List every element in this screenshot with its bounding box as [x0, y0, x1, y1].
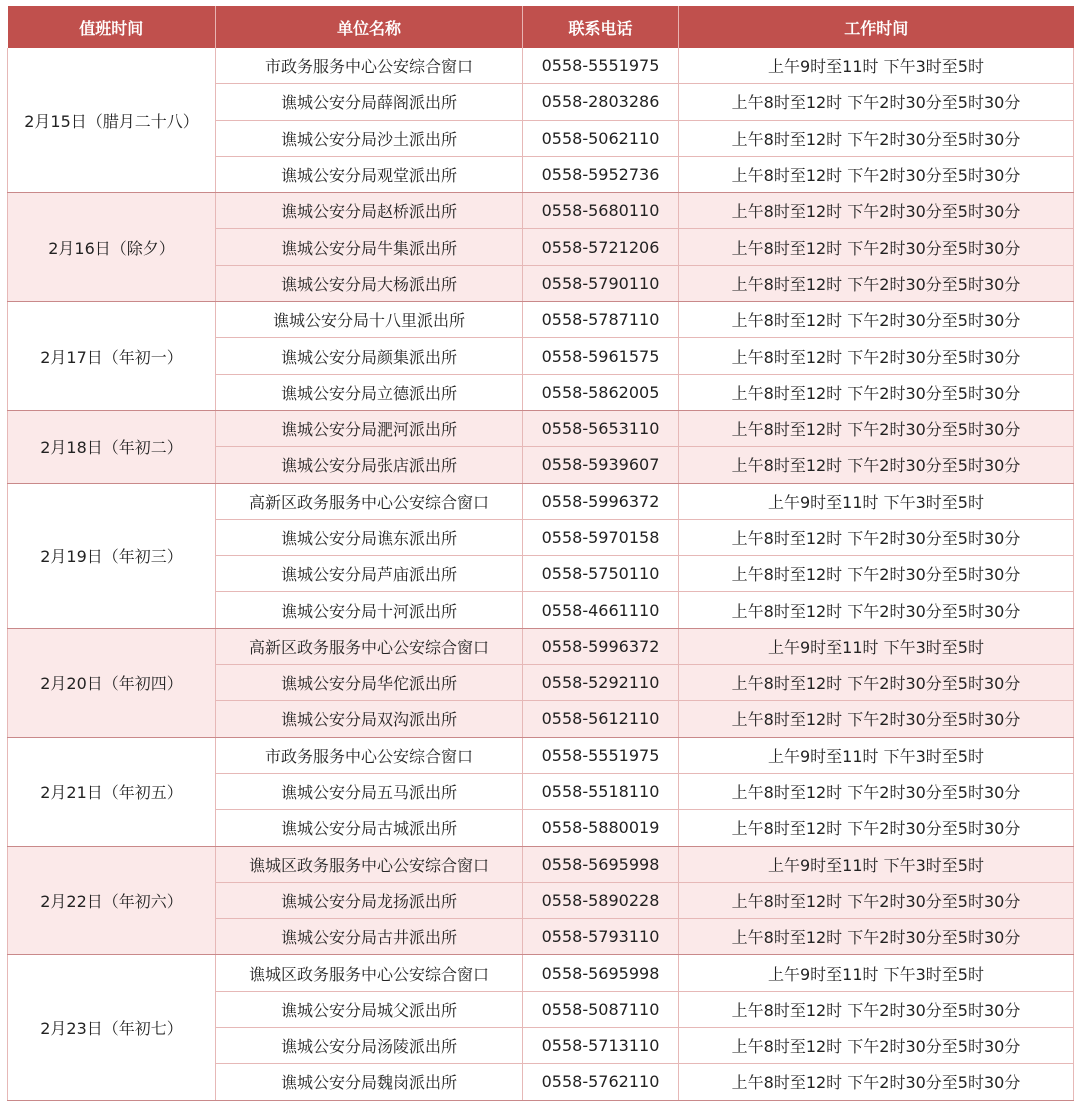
unit-name-cell: 谯城公安分局立德派出所: [216, 374, 523, 410]
phone-cell: 0558-5750110: [523, 556, 679, 592]
unit-name-cell: 谯城公安分局古井派出所: [216, 919, 523, 955]
unit-name-cell: 高新区政务服务中心公安综合窗口: [216, 628, 523, 664]
work-hours-cell: 上午8时至12时 下午2时30分至5时30分: [679, 882, 1074, 918]
unit-name-cell: 谯城公安分局谯东派出所: [216, 519, 523, 555]
table-row: [8, 483, 1074, 519]
unit-name-cell: 谯城区政务服务中心公安综合窗口: [216, 955, 523, 991]
header-phone: 联系电话: [523, 6, 679, 48]
unit-name-cell: 谯城公安分局观堂派出所: [216, 156, 523, 192]
phone-cell: 0558-5680110: [523, 193, 679, 229]
phone-cell: 0558-5551975: [523, 48, 679, 84]
phone-cell: 0558-5695998: [523, 955, 679, 991]
phone-cell: 0558-5890228: [523, 882, 679, 918]
unit-name-cell: 谯城公安分局魏岗派出所: [216, 1064, 523, 1100]
work-hours-cell: 上午8时至12时 下午2时30分至5时30分: [679, 338, 1074, 374]
work-hours-cell: 上午8时至12时 下午2时30分至5时30分: [679, 1064, 1074, 1100]
phone-cell: 0558-5653110: [523, 410, 679, 446]
work-hours-cell: 上午8时至12时 下午2时30分至5时30分: [679, 1028, 1074, 1064]
work-hours-cell: 上午8时至12时 下午2时30分至5时30分: [679, 374, 1074, 410]
duty-date-cell: 2月18日（年初二）: [8, 410, 216, 483]
unit-name-cell: 谯城公安分局古城派出所: [216, 810, 523, 846]
phone-cell: 0558-4661110: [523, 592, 679, 628]
phone-cell: 0558-5551975: [523, 737, 679, 773]
unit-name-cell: 谯城公安分局大杨派出所: [216, 265, 523, 301]
phone-cell: 0558-5790110: [523, 265, 679, 301]
duty-date-cell: 2月22日（年初六）: [8, 846, 216, 955]
duty-schedule-table: [7, 6, 1074, 1101]
unit-name-cell: 谯城公安分局五马派出所: [216, 773, 523, 809]
phone-cell: 0558-5961575: [523, 338, 679, 374]
work-hours-cell: 上午8时至12时 下午2时30分至5时30分: [679, 701, 1074, 737]
duty-date-cell: 2月21日（年初五）: [8, 737, 216, 846]
unit-name-cell: 谯城公安分局城父派出所: [216, 991, 523, 1027]
phone-cell: 0558-5695998: [523, 846, 679, 882]
duty-date-cell: 2月15日（腊月二十八）: [8, 48, 216, 193]
work-hours-cell: 上午8时至12时 下午2时30分至5时30分: [679, 156, 1074, 192]
duty-date-cell: 2月16日（除夕）: [8, 193, 216, 302]
unit-name-cell: 谯城公安分局牛集派出所: [216, 229, 523, 265]
unit-name-cell: 谯城公安分局双沟派出所: [216, 701, 523, 737]
phone-cell: 0558-5612110: [523, 701, 679, 737]
work-hours-cell: 上午8时至12时 下午2时30分至5时30分: [679, 84, 1074, 120]
phone-cell: 0558-5787110: [523, 302, 679, 338]
phone-cell: 0558-5713110: [523, 1028, 679, 1064]
unit-name-cell: 市政务服务中心公安综合窗口: [216, 737, 523, 773]
phone-cell: 0558-5518110: [523, 773, 679, 809]
table-row: [8, 410, 1074, 446]
work-hours-cell: 上午8时至12时 下午2时30分至5时30分: [679, 810, 1074, 846]
phone-cell: 0558-5970158: [523, 519, 679, 555]
table-row: [8, 193, 1074, 229]
phone-cell: 0558-5996372: [523, 628, 679, 664]
phone-cell: 0558-5721206: [523, 229, 679, 265]
unit-name-cell: 谯城公安分局汤陵派出所: [216, 1028, 523, 1064]
unit-name-cell: 谯城公安分局沙土派出所: [216, 120, 523, 156]
phone-cell: 0558-2803286: [523, 84, 679, 120]
table-row: [8, 48, 1074, 84]
unit-name-cell: 高新区政务服务中心公安综合窗口: [216, 483, 523, 519]
unit-name-cell: 谯城公安分局华佗派出所: [216, 665, 523, 701]
phone-cell: 0558-5939607: [523, 447, 679, 483]
unit-name-cell: 市政务服务中心公安综合窗口: [216, 48, 523, 84]
phone-cell: 0558-5292110: [523, 665, 679, 701]
header-duty-date: 值班时间: [8, 6, 216, 48]
work-hours-cell: 上午8时至12时 下午2时30分至5时30分: [679, 120, 1074, 156]
work-hours-cell: 上午8时至12时 下午2时30分至5时30分: [679, 592, 1074, 628]
unit-name-cell: 谯城公安分局赵桥派出所: [216, 193, 523, 229]
work-hours-cell: 上午8时至12时 下午2时30分至5时30分: [679, 519, 1074, 555]
table-row: [8, 302, 1074, 338]
unit-name-cell: 谯城公安分局薛阁派出所: [216, 84, 523, 120]
work-hours-cell: 上午8时至12时 下午2时30分至5时30分: [679, 193, 1074, 229]
work-hours-cell: 上午8时至12时 下午2时30分至5时30分: [679, 265, 1074, 301]
table-row: [8, 846, 1074, 882]
table-row: [8, 628, 1074, 664]
header-unit-name: 单位名称: [216, 6, 523, 48]
phone-cell: 0558-5996372: [523, 483, 679, 519]
work-hours-cell: 上午8时至12时 下午2时30分至5时30分: [679, 229, 1074, 265]
work-hours-cell: 上午8时至12时 下午2时30分至5时30分: [679, 919, 1074, 955]
unit-name-cell: 谯城公安分局芦庙派出所: [216, 556, 523, 592]
table-row: [8, 955, 1074, 991]
work-hours-cell: 上午9时至11时 下午3时至5时: [679, 48, 1074, 84]
header-work-hours: 工作时间: [679, 6, 1074, 48]
table-row: [8, 737, 1074, 773]
phone-cell: 0558-5062110: [523, 120, 679, 156]
phone-cell: 0558-5762110: [523, 1064, 679, 1100]
unit-name-cell: 谯城区政务服务中心公安综合窗口: [216, 846, 523, 882]
work-hours-cell: 上午9时至11时 下午3时至5时: [679, 737, 1074, 773]
work-hours-cell: 上午9时至11时 下午3时至5时: [679, 955, 1074, 991]
work-hours-cell: 上午8时至12时 下午2时30分至5时30分: [679, 665, 1074, 701]
work-hours-cell: 上午9时至11时 下午3时至5时: [679, 846, 1074, 882]
work-hours-cell: 上午9时至11时 下午3时至5时: [679, 628, 1074, 664]
work-hours-cell: 上午8时至12时 下午2时30分至5时30分: [679, 302, 1074, 338]
unit-name-cell: 谯城公安分局淝河派出所: [216, 410, 523, 446]
work-hours-cell: 上午9时至11时 下午3时至5时: [679, 483, 1074, 519]
duty-date-cell: 2月17日（年初一）: [8, 302, 216, 411]
work-hours-cell: 上午8时至12时 下午2时30分至5时30分: [679, 410, 1074, 446]
phone-cell: 0558-5952736: [523, 156, 679, 192]
header-row: [8, 6, 1074, 48]
duty-date-cell: 2月20日（年初四）: [8, 628, 216, 737]
unit-name-cell: 谯城公安分局十河派出所: [216, 592, 523, 628]
unit-name-cell: 谯城公安分局颜集派出所: [216, 338, 523, 374]
unit-name-cell: 谯城公安分局张店派出所: [216, 447, 523, 483]
duty-date-cell: 2月23日（年初七）: [8, 955, 216, 1100]
phone-cell: 0558-5862005: [523, 374, 679, 410]
table-header: [8, 6, 1074, 48]
duty-date-cell: 2月19日（年初三）: [8, 483, 216, 628]
work-hours-cell: 上午8时至12时 下午2时30分至5时30分: [679, 556, 1074, 592]
unit-name-cell: 谯城公安分局龙扬派出所: [216, 882, 523, 918]
unit-name-cell: 谯城公安分局十八里派出所: [216, 302, 523, 338]
work-hours-cell: 上午8时至12时 下午2时30分至5时30分: [679, 773, 1074, 809]
phone-cell: 0558-5880019: [523, 810, 679, 846]
phone-cell: 0558-5793110: [523, 919, 679, 955]
work-hours-cell: 上午8时至12时 下午2时30分至5时30分: [679, 991, 1074, 1027]
phone-cell: 0558-5087110: [523, 991, 679, 1027]
work-hours-cell: 上午8时至12时 下午2时30分至5时30分: [679, 447, 1074, 483]
table-body: [8, 48, 1074, 1100]
duty-schedule-container: [7, 6, 1073, 1101]
